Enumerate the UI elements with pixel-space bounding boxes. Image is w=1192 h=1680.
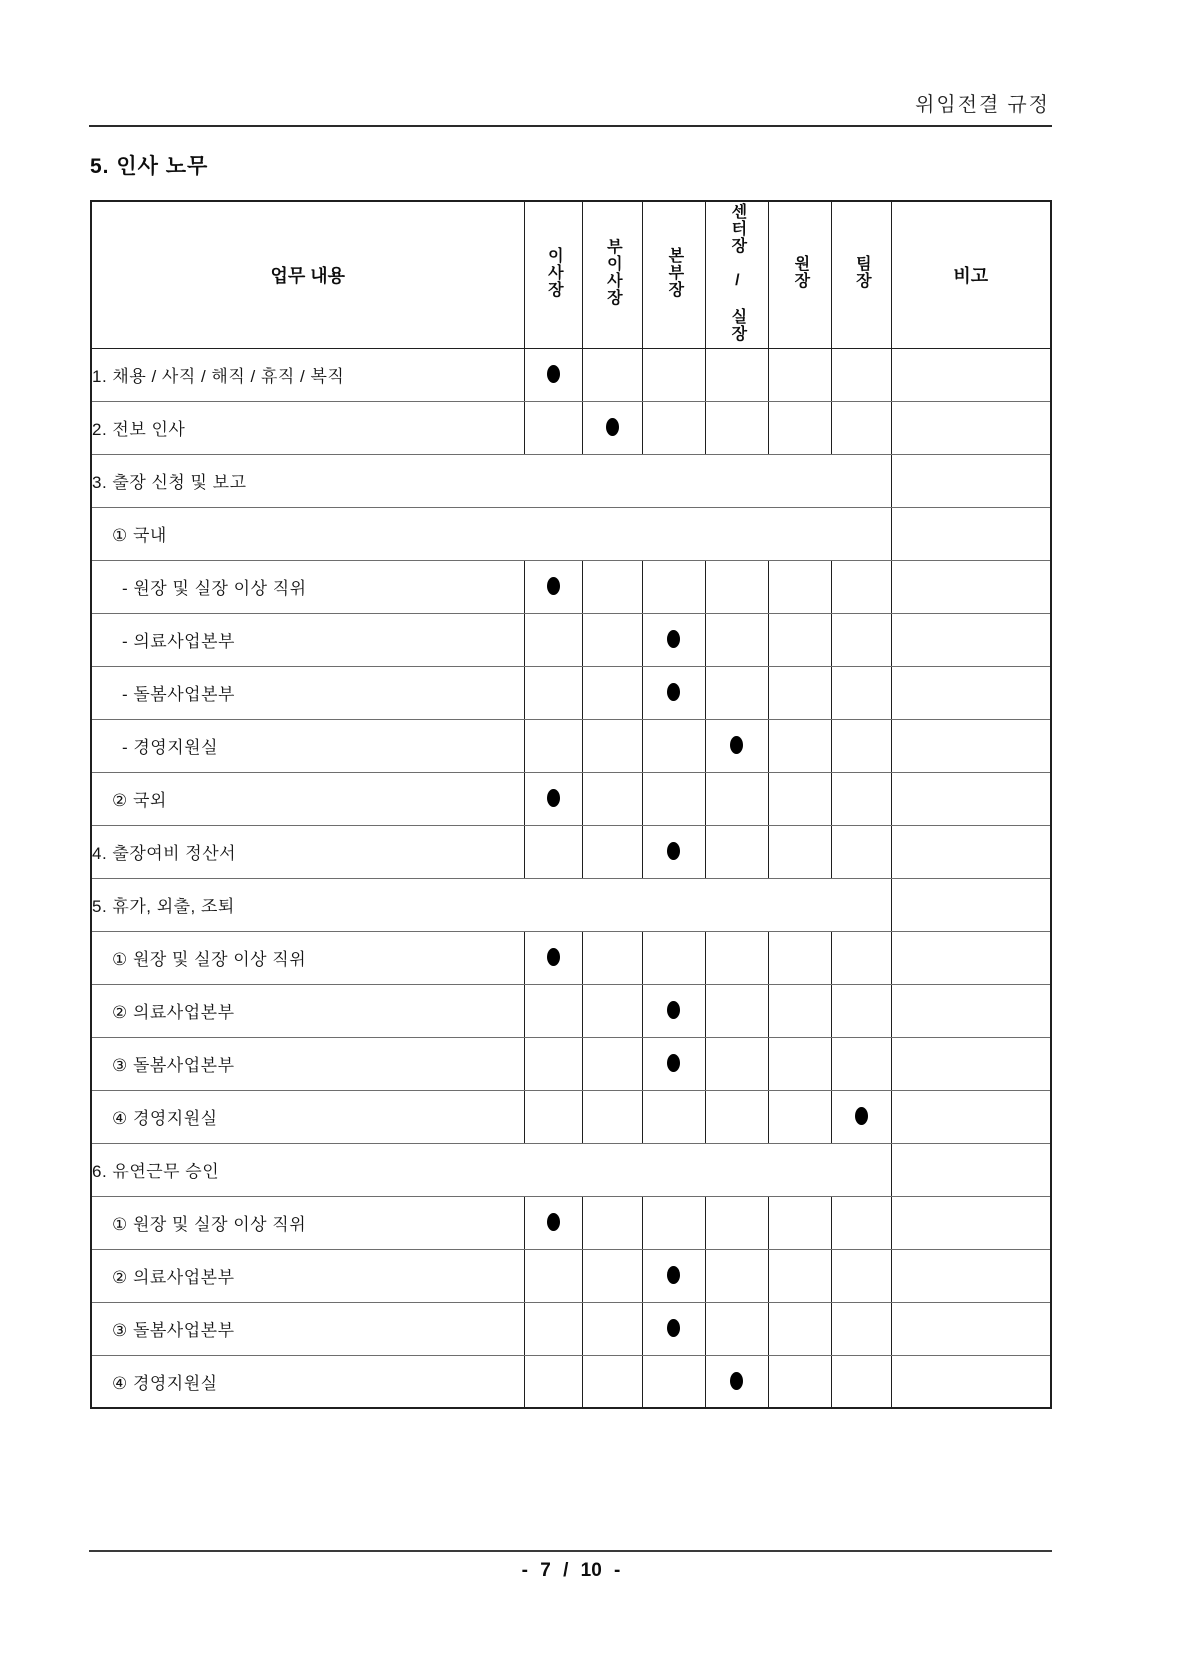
task-label: 5. 휴가, 외출, 조퇴 [91, 878, 891, 931]
column-header-note: 비고 [891, 201, 1051, 348]
header-rule [89, 125, 1052, 127]
role-cell [831, 1249, 891, 1302]
task-label: ④ 경영지원실 [91, 1090, 524, 1143]
column-header-role-5 [831, 201, 891, 348]
role-cell [831, 1037, 891, 1090]
role-cell [642, 560, 705, 613]
task-label: 6. 유연근무 승인 [91, 1143, 891, 1196]
role-cell [642, 931, 705, 984]
role-cell [831, 560, 891, 613]
role-cell [705, 348, 768, 401]
role-cell [642, 1355, 705, 1408]
approval-mark-cell [582, 401, 642, 454]
approval-mark-cell [642, 666, 705, 719]
approval-mark-cell [642, 1037, 705, 1090]
note-cell [891, 613, 1051, 666]
approval-mark-cell [524, 772, 582, 825]
role-cell [705, 772, 768, 825]
role-cell [582, 1249, 642, 1302]
role-cell [642, 401, 705, 454]
table-row [91, 878, 1051, 931]
role-cell [768, 666, 831, 719]
task-label: ② 의료사업본부 [91, 984, 524, 1037]
role-cell [831, 825, 891, 878]
document-header-title: 위임전결 규정 [915, 94, 1050, 116]
task-label: ② 의료사업본부 [91, 1249, 524, 1302]
role-cell [768, 1249, 831, 1302]
role-cell [582, 1037, 642, 1090]
role-cell [582, 1196, 642, 1249]
approval-mark-cell [524, 931, 582, 984]
column-header-role-0 [524, 201, 582, 348]
approval-mark [547, 577, 560, 595]
role-cell [642, 1090, 705, 1143]
task-label: ② 국외 [91, 772, 524, 825]
role-cell [582, 1302, 642, 1355]
role-cell [524, 984, 582, 1037]
approval-mark [667, 630, 680, 648]
table-row [91, 401, 1051, 454]
table-row [91, 666, 1051, 719]
column-header-role-1 [582, 201, 642, 348]
note-cell [891, 666, 1051, 719]
approval-mark [667, 683, 680, 701]
approval-mark-cell [524, 348, 582, 401]
role-cell [831, 666, 891, 719]
approval-mark-cell [642, 984, 705, 1037]
role-cell [831, 772, 891, 825]
role-cell [768, 1196, 831, 1249]
role-cell [524, 719, 582, 772]
role-cell [582, 348, 642, 401]
table-row [91, 507, 1051, 560]
note-cell [891, 1249, 1051, 1302]
column-header-task: 업무 내용 [91, 201, 524, 348]
role-cell [768, 825, 831, 878]
role-cell [582, 613, 642, 666]
table-row [91, 1249, 1051, 1302]
role-cell [768, 560, 831, 613]
role-cell [524, 613, 582, 666]
role-cell [831, 1355, 891, 1408]
role-cell [705, 1302, 768, 1355]
role-cell [642, 772, 705, 825]
role-cell [582, 719, 642, 772]
column-header-role-2 [642, 201, 705, 348]
table-row [91, 613, 1051, 666]
table-row [91, 931, 1051, 984]
role-cell [768, 613, 831, 666]
table-row [91, 560, 1051, 613]
note-cell [891, 1143, 1051, 1196]
note-cell [891, 825, 1051, 878]
note-cell [891, 772, 1051, 825]
role-cell [524, 666, 582, 719]
table-row [91, 348, 1051, 401]
approval-mark [667, 1001, 680, 1019]
table-row [91, 719, 1051, 772]
role-cell [524, 401, 582, 454]
note-cell [891, 560, 1051, 613]
role-cell [582, 560, 642, 613]
role-cell [768, 348, 831, 401]
approval-mark [667, 1054, 680, 1072]
table-row [91, 1355, 1051, 1408]
task-label: - 경영지원실 [91, 719, 524, 772]
note-cell [891, 1037, 1051, 1090]
role-cell [768, 931, 831, 984]
task-label: - 원장 및 실장 이상 직위 [91, 560, 524, 613]
approval-mark-cell [831, 1090, 891, 1143]
role-header-label: 이사장 [545, 246, 563, 298]
approval-mark [547, 365, 560, 383]
approval-mark [606, 418, 619, 436]
role-cell [831, 1302, 891, 1355]
role-cell [524, 1037, 582, 1090]
role-cell [524, 1090, 582, 1143]
role-cell [768, 1037, 831, 1090]
role-cell [705, 401, 768, 454]
role-header-label: 센터장 / 실장 [728, 202, 746, 342]
task-label: ③ 돌봄사업본부 [91, 1302, 524, 1355]
role-cell [582, 984, 642, 1037]
approval-mark-cell [705, 1355, 768, 1408]
role-header-label: 원장 [791, 255, 809, 290]
note-cell [891, 878, 1051, 931]
approval-mark [730, 1372, 743, 1390]
task-label: ① 원장 및 실장 이상 직위 [91, 1196, 524, 1249]
table-row [91, 984, 1051, 1037]
role-cell [705, 1196, 768, 1249]
role-cell [831, 1196, 891, 1249]
approval-mark [547, 1213, 560, 1231]
table-row [91, 1090, 1051, 1143]
task-label: 2. 전보 인사 [91, 401, 524, 454]
table-row [91, 772, 1051, 825]
note-cell [891, 1090, 1051, 1143]
approval-mark [855, 1107, 868, 1125]
page-number: - 7 / 10 - [521, 1560, 621, 1581]
note-cell [891, 507, 1051, 560]
note-cell [891, 1355, 1051, 1408]
role-cell [705, 666, 768, 719]
role-cell [768, 772, 831, 825]
role-cell [831, 613, 891, 666]
role-header-label: 팀장 [853, 255, 871, 290]
approval-mark [667, 1266, 680, 1284]
role-cell [768, 984, 831, 1037]
role-cell [524, 1302, 582, 1355]
role-cell [831, 401, 891, 454]
table-row [91, 1196, 1051, 1249]
note-cell [891, 348, 1051, 401]
task-label: 4. 출장여비 정산서 [91, 825, 524, 878]
table-body [91, 348, 1051, 1408]
approval-mark-cell [524, 560, 582, 613]
role-cell [768, 1302, 831, 1355]
role-cell [642, 719, 705, 772]
note-cell [891, 1302, 1051, 1355]
role-cell [705, 1249, 768, 1302]
role-cell [705, 560, 768, 613]
task-label: 1. 채용 / 사직 / 해직 / 휴직 / 복직 [91, 348, 524, 401]
table-row [91, 1037, 1051, 1090]
approval-mark [667, 1319, 680, 1337]
table-row [91, 1143, 1051, 1196]
section-title: 5. 인사 노무 [90, 155, 209, 178]
note-cell [891, 719, 1051, 772]
task-label: ④ 경영지원실 [91, 1355, 524, 1408]
column-header-role-3 [705, 201, 768, 348]
task-label: 3. 출장 신청 및 보고 [91, 454, 891, 507]
approval-mark [730, 736, 743, 754]
role-cell [582, 666, 642, 719]
task-label: ① 국내 [91, 507, 891, 560]
role-header-label: 본부장 [665, 246, 683, 298]
role-header-label: 부이사장 [604, 238, 622, 307]
role-cell [831, 348, 891, 401]
approval-mark-cell [642, 613, 705, 666]
table-row [91, 825, 1051, 878]
role-cell [768, 401, 831, 454]
role-cell [705, 931, 768, 984]
task-label: ① 원장 및 실장 이상 직위 [91, 931, 524, 984]
note-cell [891, 984, 1051, 1037]
approval-matrix-table [90, 200, 1052, 1409]
table-header-row [91, 201, 1051, 348]
role-cell [768, 1355, 831, 1408]
footer-rule [89, 1550, 1052, 1552]
role-cell [768, 1090, 831, 1143]
role-cell [582, 1090, 642, 1143]
role-cell [582, 1355, 642, 1408]
table-row [91, 454, 1051, 507]
task-label: - 의료사업본부 [91, 613, 524, 666]
approval-mark-cell [642, 1249, 705, 1302]
approval-mark [547, 948, 560, 966]
approval-mark [667, 842, 680, 860]
approval-mark-cell [642, 825, 705, 878]
approval-mark-cell [705, 719, 768, 772]
role-cell [642, 348, 705, 401]
role-cell [705, 1090, 768, 1143]
note-cell [891, 1196, 1051, 1249]
role-cell [831, 984, 891, 1037]
role-cell [524, 1249, 582, 1302]
role-cell [768, 719, 831, 772]
approval-mark [547, 789, 560, 807]
table-row [91, 1302, 1051, 1355]
note-cell [891, 401, 1051, 454]
column-header-role-4 [768, 201, 831, 348]
role-cell [831, 931, 891, 984]
task-label: ③ 돌봄사업본부 [91, 1037, 524, 1090]
note-cell [891, 931, 1051, 984]
role-cell [705, 825, 768, 878]
role-cell [705, 1037, 768, 1090]
role-cell [831, 719, 891, 772]
role-cell [524, 1355, 582, 1408]
role-cell [582, 825, 642, 878]
role-cell [582, 772, 642, 825]
role-cell [705, 984, 768, 1037]
note-cell [891, 454, 1051, 507]
approval-mark-cell [524, 1196, 582, 1249]
role-cell [582, 931, 642, 984]
role-cell [705, 613, 768, 666]
role-cell [524, 825, 582, 878]
approval-mark-cell [642, 1302, 705, 1355]
role-cell [642, 1196, 705, 1249]
task-label: - 돌봄사업본부 [91, 666, 524, 719]
